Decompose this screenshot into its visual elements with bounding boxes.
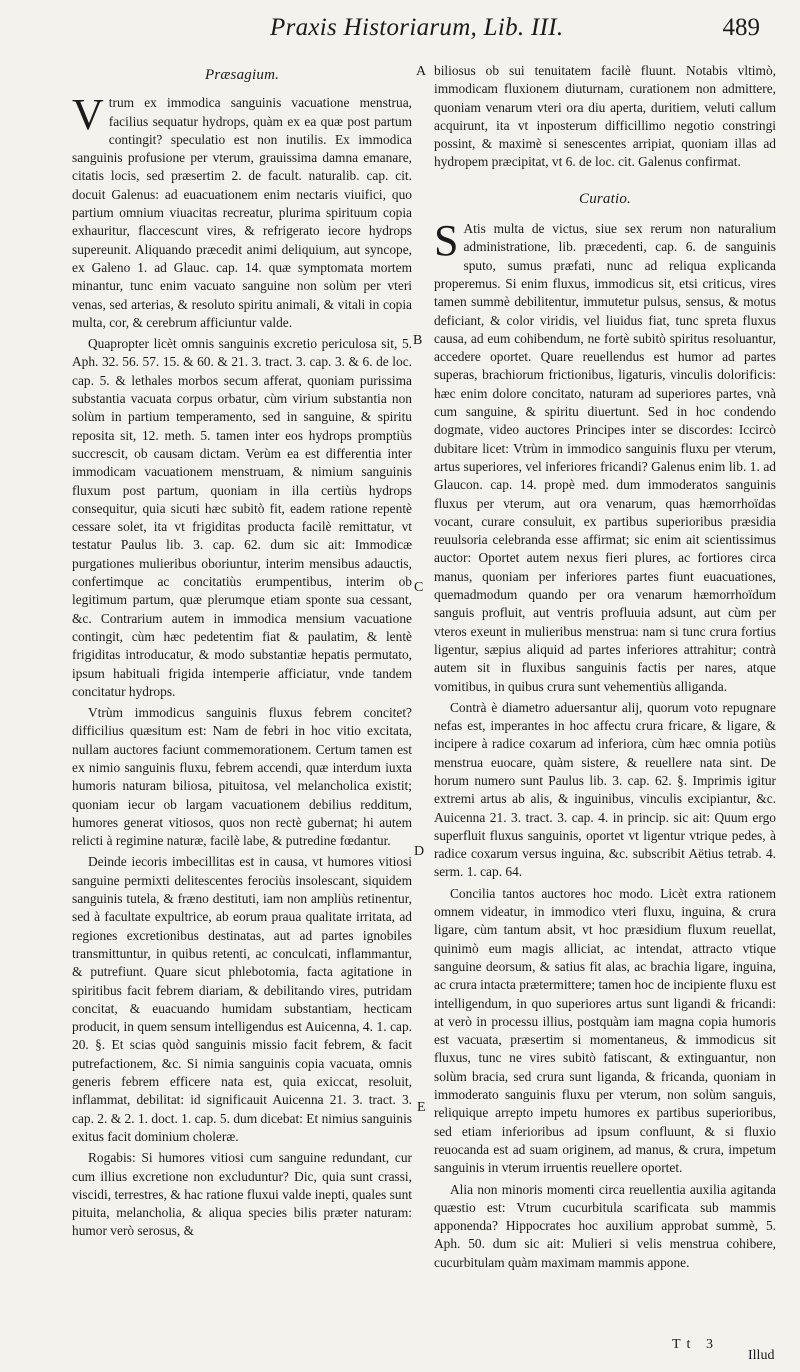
paragraph: Deinde iecoris imbecillitas est in causa, vt humores vitiosi sanguine permixti delitescentes ferociùs insolescant, siquidem sanguinis tutela, & fræno destituti, iam non ampliùs retinentur, sed à facultate expultrice, ab eorum praua qualitate irritata, ad regiones excretionibus destinatas, aut ad partes ignobiles transmittuntur, in quibus retenti, ac conculcati, inflammantur, & putrefiunt. Quare sicut phlebotomia, facta agitatione in spiritibus facit febrem diariam, & debilitando vires, putridam concitat, & euacuando humidam substantiam, hecticam producit, in quem sensum intelligendus est Auicenna, 4. 1. cap. 20. §. Et scias quòd sanguinis missio facit febrem, & facit putrefactionem, &c. Si nimia sanguinis copia vacuata, omnis generis febrem efficere nata est, quia exiccat, resoluit, inflammat, debilitat: id significauit Auicenna 21. 3. tract. 3. cap. 2. & 2. 1. doct. 1. cap. 5. dum dicebat: Et nimius sanguinis exitus facit dominium choleræ. — [72, 854, 412, 1144]
margin-letter-c: C — [414, 580, 424, 595]
paragraph: Concilia tantos auctores hoc modo. Licèt extra rationem omnem videatur, in immodico vteri fluxu, inguina, & crura ligare, cùm tantum absit, vt hoc præsidium fluxum reuellat, quinimò eum magis alliciat, ac intendat, attracto vtique sanguine deorsum, & satius fit alas, ac brachia ligare, inguina, ac crura intacta prætermittere; tamen hoc de incipiente fluxu est intelligendum, in quo superiores artus sunt ligandi & fricandi: at verò in processu illius, postquàm iam magna copia humoris est vacuata, præsertim si momentaneus, & immodicus sit fluxus, tunc ne vires subitò fatiscant, & extinguantur, non solùm bracia, sed crura sunt liganda, & fricanda, quoniam in immoderato sanguinis fluxu per vterum, non solùm sanguis, reliquique arrepto impetu humores ex partibus superioribus, sed etiam inferioribus ad ipsum confluunt, & si fluxio reuocanda est ad suam originem, ad manus, & crura, impetum sanguinis in vterum irruentis reuellere oportet. — [434, 885, 776, 1176]
paragraph: Alia non minoris momenti circa reuellentia auxilia agitanda quæstio est: Vtrum cucurbitula scarificata sub mammis apponenda? Hippocrates hoc auxilium approbat summè, 5. Aph. 50. dum sic ait: Mulieri si velis menstrua cohibere, cucurbitulam quàm maximam mammis appone. — [434, 1181, 776, 1270]
paragraph: Quapropter licèt omnis sanguinis excretio periculosa sit, 5. Aph. 32. 56. 57. 15. & 60. & 21. 3. tract. 3. cap. 3. & 6. de loc. cap. 5. & lethales morbos secum afferat, quoniam purissima substantia vacuata corpus orbatur, cùm virium substantia non solùm in partium temperamento, sed in sanguine, & spiritu reposita sit, 12. meth. 5. tamen inter eos hydrops promptiùs succrescit, ob causam dictam. Verùm ea est differentia inter immodicam vacuationem menstruam, & nimium sanguinis fluxum post partum, quoniam in illa certiùs hydrops consequitur, quia sicuti hæc subitò fit, eadem ratione repentè cessare solet, ita vt frigiditas producta facilè remittatur, vt testatur Paulus lib. 3. cap. 62. dum sic ait: Immodicæ purgationes mulieribus oboriuntur, interim mensibus adauctis, confertimque ac concitatiùs erumpentibus, interim ob legitimum partum, quæ plerumque etiam sponte sua cessant, &c. Contrarium autem in immodica mensium vacuatione contingit, cùm hæc pedetentim fiat & paulatim, & lentè frigiditas introducatur, & modo substantiæ hepatis permutato, ipsum habituali frigida intemperie afficiatur, vnde tandem concitatur hydrops. — [72, 336, 412, 699]
left-column — [72, 62, 412, 1244]
paragraph-first — [434, 216, 776, 696]
paragraph: Vtrùm immodicus sanguinis fluxus febrem concitet? difficilius quæsitum est: Nam de febri in hoc vitio excitata, nullam auctores faciunt commemorationem. Certum tamen est ex nimio sanguinis fluxu, febrem accendi, quæ interdum iuxta humoris naturam biliosa, pituitosa, vel melancholica existit; quoniam iecur ob largam vacuationem debilius redditum, humores generat vitiosos, quos non rectè gubernat; hi autem relicti à regimine naturæ, facilè labe, & putredine fœdantur. — [72, 705, 412, 849]
page-number: 489 — [722, 14, 760, 41]
drop-cap: V — [72, 90, 104, 140]
paragraph: Contrà è diametro aduersantur alij, quorum voto repugnare nefas est, imperantes in hoc affectu crura fricare, & ligare, & incipere à radice coxarum ad inferiora, cùm hæc omnia potiùs menstrua euocare, quàm sistere, & reuellere nata sint. De horum numero sunt Paulus lib. 3. cap. 62. §. Imprimis igitur extremi artus ab alis, & inguinibus, vinculis excipiantur, &c. Auicenna 21. 3. tract. 3. cap. 4. in princip. sic ait: Quum ergo superfluit fluxus sanguinis, oportet vt ligentur vtrique pedes, à radice coxarum versus inguina, &c. subscribit Aëtius tetrab. 4. serm. 1. cap. 64. — [434, 699, 776, 880]
section-heading-praesagium: Præsagium. — [204, 67, 280, 83]
margin-letter-e: E — [417, 1100, 426, 1115]
running-title: Praxis Historiarum, Lib. III. — [270, 14, 564, 41]
running-head — [240, 8, 760, 48]
paragraph-first — [72, 90, 412, 332]
catchword: Illud — [748, 1348, 775, 1363]
paragraph-continuation: biliosus ob sui tenuitatem facilè fluunt. Notabis vltimò, immodicam fluxionem diuturnam, curationem non admittere, quoniam venarum vteri ora diu aperta, duritiem, veluti callum acquirunt, ita vt inposterum difficillimo negotio constringi possint, & maximè si senescentes arripiat, quoniam illas ad hydropem præcipitat, vt 6. de loc. cit. Galenus confirmat. — [434, 63, 776, 170]
paragraph: Rogabis: Si humores vitiosi cum sanguine redundant, cur cum illius excretione non excluduntur? Dic, quia sunt crassi, viscidi, terrestres, & hac ratione fluxui valde inepti, quales sunt pituita, melancholia, & aliqua species bilis præter naturam: humor verò serosus, & — [72, 1150, 412, 1239]
drop-cap: S — [434, 216, 459, 266]
margin-letter-a: A — [416, 64, 427, 79]
paragraph-text: trum ex immodica sanguinis vacuatione menstrua, facilius sequatur hydrops, quàm ex ea quæ post partum contingit? speculatio est non inutilis. Ex immodica sanguinis profusione per vterum, grauissima damna emanare, citatis locis, sed præsertim 2. de facult. naturalib. cap. cit. docuit Galenus: ad euacuationem enim nectaris viuifici, quo partium omnium viuacitas recreatur, plurima spirituum copia exhauritur, flaccescunt vires, & refrigerato iecore hydrops supereunit. Aliquando præcedit animi deliquium, aut syncope, ex Galeno 1. ad Glauc. cap. 14. quæ symptomata mortem minantur, tunc enim vacuato sanguine non solùm per vteri venas, sed arterias, & resoluto spiritu animali, & vitali in copia multa, cor, & cerebrum afficiuntur valde. — [72, 95, 412, 330]
signature-mark: Tt 3 — [672, 1337, 719, 1352]
margin-letter-d: D — [414, 844, 425, 859]
section-heading-curatio: Curatio. — [578, 190, 632, 207]
paragraph-text: Atis multa de victus, siue sex rerum non naturalium administratione, lib. præcedenti, cap. 6. de sanguinis sputo, sumus præfati, nunc ad reliqua explicanda properemus. Si enim fluxus, immodicus sit, etsi criticus, vires tamen summè debilitentur, immutetur pulsus, sensus, & motus deficiant, & color viridis, vel liuidus fiat, tunc spreta fluxus causa, ad eum cohibendum, ne fortè subitò spiritus resoluantur, accedere oportet. Quare reuellendus est humor ad partes superas, brachiorum frictionibus, ligaturis, vinculis dolorificis: hæc enim dolore concitato, naturam ad superiores partes, vnà cum sanguine, & spiritu diuertunt. Sed in hoc condendo dogmate, video auctores Principes inter se discordes: Iccircò dubitare licet: Vtrùm in immodico sanguinis fluxu per vterum, artus superiores, vel inferiores fricandi? Galenus enim lib. 1. ad Glaucon. cap. 14. propè med. dum immoderatos sanguinis fluxus per vterum, aut ora venarum, quas hæmorrhoïdas vocant, curare consuluit, ex partibus superioribus præsidia reuulsoria celebranda esse affirmat; sic enim ait scientissimus auctor: Oportet autem nexus fieri plures, ac fortiores circa manus, quoniam per inferiores partes fiunt euacuationes, quemadmodum quando per ora venarum hæmorrhoïdum sanguis profluit, aut ventris profluuia adsunt, aut cùm per vteros exeunt in mulieribus menstrua: nam si tunc crura fortius ligentur, sæpius aliquid ad partes inferiores attrahitur; contrà autem sit in fluxibus sanguinis factis per nares, atque vomitibus, in quibus crura sunt vehementiùs alliganda. — [434, 221, 776, 694]
margin-letter-b: B — [413, 333, 423, 348]
right-column — [434, 62, 776, 1275]
